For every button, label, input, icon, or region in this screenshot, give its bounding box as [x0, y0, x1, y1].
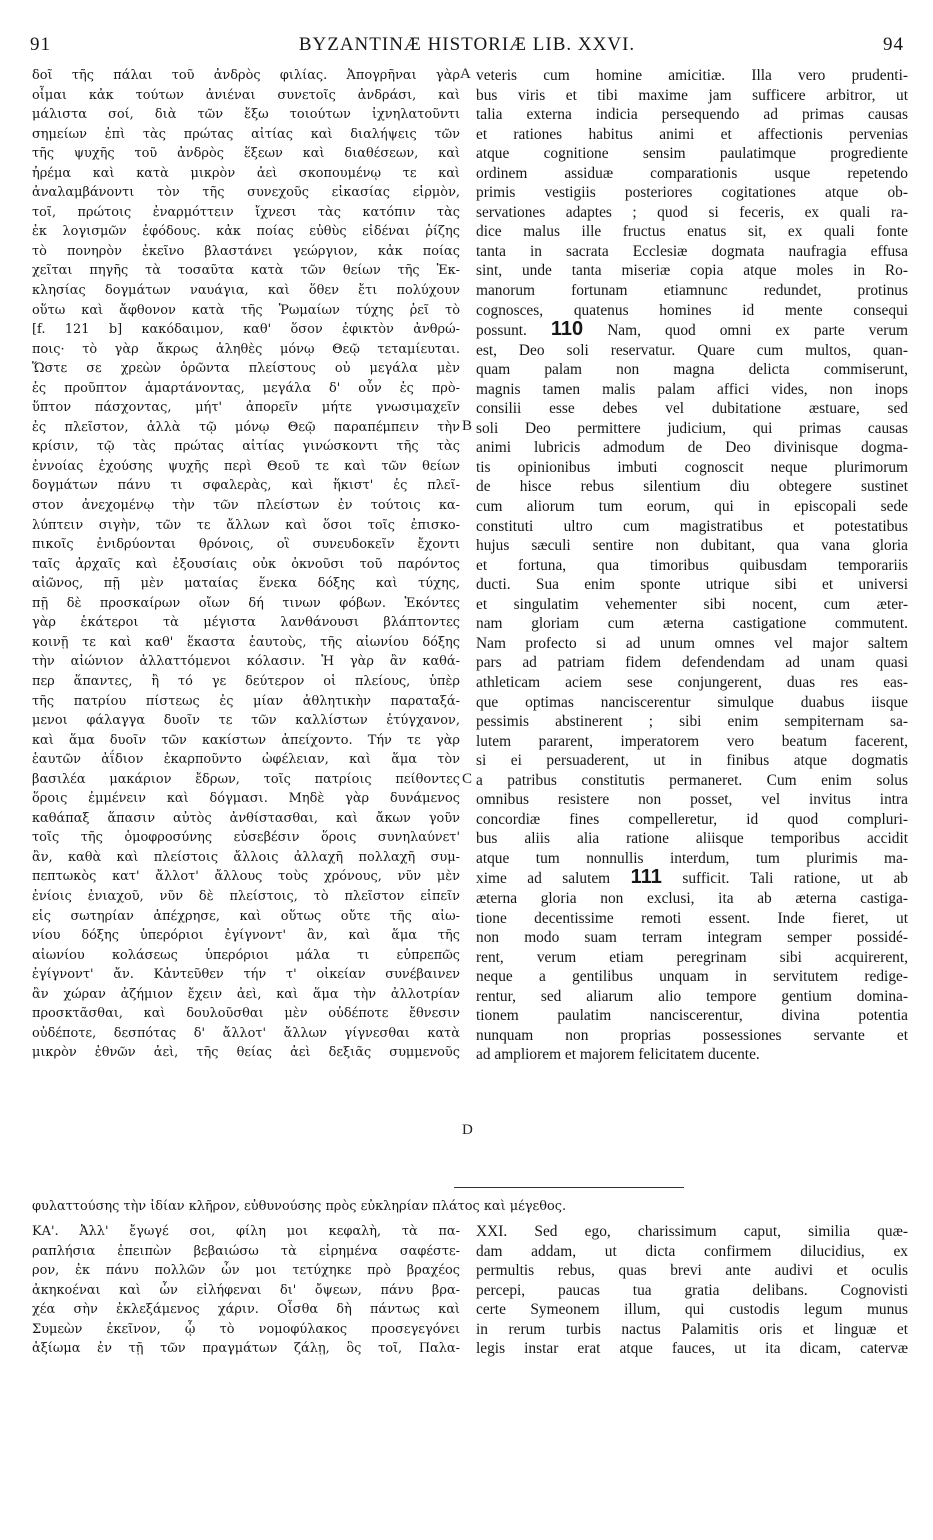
text-line: [476, 909, 908, 929]
text-line: [476, 125, 908, 145]
text-line: ἠρέμα καὶ κατὰ μικρὸν ἀεὶ σκοπουμένῳ τε καὶ: [32, 165, 460, 181]
text-line: γὰρ ἑκάτεροι τὰ μέγιστα λανθάνουσι βλάπτοντες: [32, 615, 460, 631]
edition-page-number: 111: [630, 866, 662, 889]
line-text: primis vestigiis posteriores cogitationes atque ob-: [476, 184, 908, 202]
text-line: [476, 771, 908, 791]
text-line: ρον, ἐκ πάνυ πολλῶν ὧν μοι τετύχηκε πρὸ βραχέος: [32, 1263, 460, 1279]
text-line: [476, 575, 908, 595]
text-line: οἶμαι κἀκ τούτων ἀνιέναι συνετοῖς ἀνδράσι, καὶ: [32, 87, 460, 103]
text-line: [476, 790, 908, 810]
text-line: οὕτω καὶ ἄφθονον κατὰ τῆς Ῥωμαίων τύχης ῥεῖ τὸ: [32, 302, 460, 318]
line-text: sint, unde tanta miseriæ copia atque moles in Ro-: [476, 262, 908, 280]
line-text: concordiæ fines compelleretur, id quod compluri-: [476, 810, 908, 828]
text-line: κλησίας δογμάτων ναυάγια, καὶ ὅθεν ἔτι πολύχουν: [32, 283, 460, 299]
line-text: rent, verum etiam peregrinam sibi acquirerent,: [476, 948, 908, 966]
text-line: ἐνίοις ἐνιαχοῦ, νῦν δὲ πλείστοις, τὸ πλεῖστον εἰπεῖν: [32, 888, 460, 904]
text-line: ἑαυτῶν ἀΐδιον ἐκαρποῦντο ὠφέλειαν, καὶ ἅμα τὸν: [32, 752, 460, 768]
margin-marker-a: A: [460, 66, 471, 82]
line-text: cognosces, quatenus homines id mente consequi: [476, 301, 908, 319]
line-text: veteris cum homine amicitiæ. Illa vero prudenti-: [476, 67, 908, 84]
text-line: Συμεὼν ἐκεῖνον, ᾧ τὸ νομοφύλακος προσεγεγόνει: [32, 1321, 460, 1337]
text-line: [476, 693, 908, 713]
text-line: [476, 928, 908, 948]
text-line: μάλιστα σοί, διὰ τῶν ἔξω τοιούτων ἰχνηλατοῦντι: [32, 107, 460, 123]
line-text: talia externa indicia persequendo ad primas causas: [476, 106, 908, 124]
line-text: atque cognitione sensim paulatimque progrediente: [476, 145, 908, 163]
text-line: [476, 66, 908, 86]
latin-section-xxi: [476, 1222, 908, 1359]
text-line: βασιλέα μακάριον ἔδρων, τοῖς πατρίοις πείθοντες: [32, 771, 460, 787]
text-line: ἂν χώραν ἀζήμιον ἔχειν ἀεὶ, καὶ ἅμα τὴν ἀλλοτρίαν: [32, 986, 460, 1002]
text-line: [476, 242, 908, 262]
text-line: [476, 419, 908, 439]
text-line: [476, 712, 908, 732]
text-line: ΚΑ'. Ἀλλ' ἔγωγέ σοι, φίλη μοι κεφαλὴ, τὰ πα-: [32, 1224, 460, 1239]
text-line: permultis rebus, quas brevi ante audivi et oculis: [476, 1262, 908, 1280]
text-line: [476, 1045, 908, 1065]
text-line: ὅροις ἐμμένειν καὶ δόγμασι. Μηδὲ γὰρ δυνάμενος: [32, 791, 460, 807]
text-line: χέα σὴν ἐκλεξάμενος χάριν. Οἶσθα δὴ πάντως καὶ: [32, 1302, 460, 1318]
page-number-left: 91: [30, 34, 51, 55]
text-line: [476, 380, 908, 400]
line-text: constituti ultro cum magistratibus et potestatibus: [476, 517, 908, 535]
text-line: [476, 183, 908, 203]
text-line: [476, 1006, 908, 1026]
line-text: nam gloriam cum æterna castigatione commutent.: [476, 615, 908, 633]
text-line: [476, 614, 908, 634]
line-text: servationes adaptes ; quod si feceris, ex quali ra-: [476, 203, 908, 221]
text-line: ἐννοίας ἐχούσης ψυχῆς περὶ Θεοῦ τε καὶ τῶν θείων: [32, 458, 460, 474]
line-text: tanta in sacrata Ecclesiæ dogmata naufragia effusa: [476, 242, 908, 260]
line-text: animi lubricis admodum de Deo divinisque dogma-: [476, 439, 908, 457]
line-text: consilii esse debes vel dubitatione æstuare, sed: [476, 400, 908, 418]
text-line: μικρὸν ἐθνῶν ἀεὶ, τῆς θείας ἀεὶ δεξιᾶς συμμενοῦς: [32, 1045, 460, 1061]
line-text: cum aliorum tum eorum, qui in episcopali sede: [476, 498, 908, 516]
line-text: non modo suam terram integram semper possidé-: [476, 929, 908, 947]
running-title: BYZANTINÆ HISTORIÆ LIB. XXVI.: [298, 34, 636, 55]
line-text: soli Deo permittere judicium, qui primas causas: [476, 419, 908, 437]
text-line: τὴν αἰώνιον ἀλλαττόμενοι κόλασιν. Ἡ γὰρ ἂν καθά-: [32, 654, 460, 670]
text-line: [476, 399, 908, 419]
text-line: στον ἀνεχομένῳ τὴν τῶν πλείστων ἐν τούτοις κα-: [32, 498, 460, 514]
divider-rule: [454, 1187, 684, 1188]
line-text: et rationes habitus animi et affectionis pervenias: [476, 125, 908, 143]
line-text: possunt.: [476, 322, 527, 340]
text-line: τοῖ, πρώτοις ἐναρμόττειν ἴχνεσι τὰς κατόπιν τὰς: [32, 204, 460, 220]
text-line: dam addam, ut dicta confirmem dilucidius, ex: [476, 1242, 908, 1260]
text-line: [476, 341, 908, 361]
edition-page-number: 110: [550, 318, 584, 341]
text-line: legis instar erat atque fauces, ut ita dicam, catervæ: [476, 1340, 908, 1358]
text-line: ἐς πλεῖστον, ἀλλὰ τῷ μόνῳ Θεῷ παραπέμπειν τὴν: [32, 419, 460, 435]
text-line: κρίσιν, τῷ τὰς πρώτας αἰτίας γινώσκοντι τῆς τὰς: [32, 439, 460, 455]
text-line: [476, 517, 908, 537]
text-line: ἂν, καθὰ καὶ πλείστοις ἄλλοις ἀλλαχῆ πολλαχῆ συμ-: [32, 849, 460, 865]
line-text: si ei persuaderent, ut in finibus atque dogmatis: [476, 752, 908, 770]
text-line: ραπλήσια ἐπειπὼν βεβαιώσω τὰ εἰρημένα σαφέστε-: [32, 1243, 460, 1259]
line-text: et fortuna, qua timoribus quibusdam temporariis: [476, 556, 908, 574]
text-line: ταῖς ἀρχαῖς καὶ ἐξουσίαις οὐκ ὀκνοῦσι τοῦ παρόντος: [32, 556, 460, 572]
text-line: [476, 536, 908, 556]
text-line: [476, 868, 908, 889]
text-line: ἐγίγνοντ' ἄν. Κἀντεῦθεν τήν τ' οἰκείαν συνέβαινεν: [32, 967, 460, 983]
text-line: [476, 849, 908, 869]
line-text: quam palam non magna delicta commiserunt,: [476, 361, 908, 379]
text-line: [f. 121 b] κακόδαιμον, καθ' ὅσον ἐφικτὸν ἀνθρώ-: [32, 322, 460, 338]
text-line: [476, 1026, 908, 1046]
line-text: tione decentissime remoti essent. Inde fieret, ut: [476, 909, 908, 927]
text-line: Ὥστε σε χρεὼν ὁρῶντα πλείστους οὐ μεγάλα μὲν: [32, 361, 460, 377]
text-line: [476, 281, 908, 301]
line-text: manorum fortunam etiamnunc redundet, protinus: [476, 282, 908, 300]
text-line: [476, 261, 908, 281]
line-text: que optimas nanciscerentur simulque duabus iisque: [476, 693, 908, 711]
text-line: in rerum turbis nactus Palamitis oris et linguæ et: [476, 1320, 908, 1338]
text-line: [476, 301, 908, 321]
text-line: [476, 751, 908, 771]
line-text: æterna gloria non exclusi, ita ab æterna castiga-: [476, 889, 908, 907]
text-line: τῆς πατρίου πίστεως ἐς μίαν ἀθλητικὴν παραταξά-: [32, 693, 460, 709]
margin-marker-c: C: [462, 771, 473, 787]
margin-marker-b: B: [462, 418, 473, 434]
text-line: [476, 86, 908, 106]
text-line: αἰωνίου κολάσεως ὑπερόριοι μάλα τι εὐπρεπῶς: [32, 947, 460, 963]
text-line: [476, 477, 908, 497]
greek-section-xxi: [32, 1222, 460, 1359]
text-line: προσκτᾶσθαι, καὶ δουλοῦσθαι μὲν οὐδέποτε ἔθνεσιν: [32, 1006, 460, 1022]
text-line: λύπτειν σιγὴν, τῶν τε ἄλλων καὶ ὅσοι τοῖς ἐπισκο-: [32, 517, 460, 533]
line-text: dice malus ille fructus enatus sit, ex quali fonte: [476, 223, 908, 241]
line-text: omnibus resistere non posset, vel invitus intra: [476, 791, 908, 809]
line-text: ad ampliorem et majorem felicitatem ducente.: [476, 1046, 760, 1064]
line-text: bus viris et tibi maxime jam sufficere arbitror, ut: [476, 86, 908, 104]
line-text: sufficit. Tali ratione, ut ab: [682, 870, 908, 888]
text-line: οὐδέποτε, δεσπότας δ' ἄλλοτ' ἄλλων γίγνεσθαι κατὰ: [32, 1025, 460, 1041]
text-line: ἐς προῦπτον ἁμαρτάνοντας, μεγάλα δ' οὖν ἐς πρὸ-: [32, 380, 460, 396]
text-line: [476, 556, 908, 576]
text-line: ἀναλαμβάνοντι τὸν τῆς συνεχοῦς εἰκασίας εἱρμὸν,: [32, 185, 460, 201]
text-line: [476, 438, 908, 458]
page-number-right: 94: [883, 34, 904, 55]
text-line: [476, 987, 908, 1007]
text-line: μενοι φάλαγγα δυοῖν τε τῶν καλλίστων ἐτύγχανον,: [32, 713, 460, 729]
line-text: atque tum nonnullis interdum, tum plurimis ma-: [476, 849, 908, 867]
line-text: est, Deo soli reservatur. Quare cum multos, quan-: [476, 341, 908, 359]
text-line: εἰς σωτηρίαν ἀπέχρησε, καὶ οὕτως οὔτε τῆς αἰω-: [32, 908, 460, 924]
text-line: [476, 458, 908, 478]
text-line: certe Symeonem illum, qui custodis legum munus: [476, 1301, 908, 1319]
line-text: bus aliis alia ratione aliisque temporibus accidit: [476, 830, 908, 848]
text-line: αἰῶνος, πῇ μὲν ματαίας ἕνεκα δόξης καὶ τύχης,: [32, 576, 460, 592]
text-line: τὸ πονηρὸν ἐκεῖνο βλαστάνει γεώργιον, κἀκ ποίας: [32, 243, 460, 259]
text-line: [476, 497, 908, 517]
text-line: ἐκ λογισμῶν ἐφόδους. κἀκ ποίας εὐθὺς εἰδέναι ῥίζης: [32, 224, 460, 240]
text-line: [476, 595, 908, 615]
greek-text-column: [32, 66, 460, 1063]
text-line: περ ἅπαντες, ἢ τό γε δεύτερον οἱ πλείους, ὑπὲρ: [32, 673, 460, 689]
line-text: neque a gentilibus unquam in servitutem redige-: [476, 968, 908, 986]
line-text: pessimis abstinerent ; sibi enim sempiternam sa-: [476, 713, 908, 731]
text-line: ποις· τὸ γὰρ ἄκρως ἀληθὲς μόνῳ Θεῷ τεταμίευται.: [32, 341, 460, 357]
text-line: [476, 829, 908, 849]
text-line: percepi, paucas tua gratia delibans. Cognovisti: [476, 1281, 908, 1299]
text-line: [476, 360, 908, 380]
text-line: κοινῇ τε καὶ καθ' ἕκαστα ἑαυτοὺς, τῆς αἰωνίου δόξης: [32, 634, 460, 650]
text-line: XXI. Sed ego, charissimum caput, similia quæ-: [476, 1223, 908, 1240]
text-line: σημείων ἐπὶ τὰς πρώτας αἰτίας καὶ διαλήψεις τῶν: [32, 126, 460, 142]
greek-full-width-line: φυλαττούσης τὴν ἰδίαν κλῆρον, εὐθυνούσης πρὸς εὐκληρίαν πλάτος καὶ μέγεθος.: [32, 1199, 567, 1214]
text-line: τοῖς τῆς ὁμοφροσύνης εὐσεβέσιν ὅροις συνηλαύνετ': [32, 830, 460, 846]
text-line: νίου δόξης ὑπερόριοι ἐγίγνοντ' ἂν, καὶ ἅμα τῆς: [32, 928, 460, 944]
line-text: Nam profecto si ad unum omnes vel major saltem: [476, 634, 908, 652]
text-line: [476, 673, 908, 693]
text-line: ἀκηκοέναι καὶ ὧν εἰλήφεναι δι' ὄψεων, πάνυ βρα-: [32, 1282, 460, 1298]
text-line: [476, 164, 908, 184]
text-line: [476, 653, 908, 673]
text-line: πεπτωκὸς κατ' ἄλλοτ' ἄλλους τοὺς χρόνους, νῦν μὲν: [32, 869, 460, 885]
line-text: tionem paulatim nanciscerentur, divina potentia: [476, 1007, 908, 1025]
text-line: [476, 320, 908, 341]
line-text: hujus sæculi sentire non dubitant, qua vana gloria: [476, 537, 908, 555]
text-line: πῇ δὲ προσκαίρων οἴων δή τινων φόβων. Ἑκόντες: [32, 595, 460, 611]
line-text: nunquam non proprias possessiones servante et: [476, 1026, 908, 1044]
line-text: magnis tamen malis palam affici vides, non inops: [476, 380, 908, 398]
line-text: de hisce rebus silentium diu obtegere sustinet: [476, 478, 908, 496]
text-line: χεῖται πηγῆς τὰ τοσαῦτα κατὰ τῶν θείων τῆς Ἐκ-: [32, 263, 460, 279]
text-line: καὶ ἅμα δυοῖν τῶν κακίστων ἀπείχοντο. Τήν τε γὰρ: [32, 732, 460, 748]
line-text: ordinem assiduæ comparationis usque repetendo: [476, 164, 908, 182]
page-header: [30, 34, 904, 56]
text-line: [476, 222, 908, 242]
text-line: δογμάτων πάνυ τι σφαλερὰς, καὶ ἥκιστ' ἐς πλεῖ-: [32, 478, 460, 494]
text-line: πικοῖς ἐνιδρύονται θρόνοις, οἳ συνευδοκεῖν ἔχοντι: [32, 537, 460, 553]
text-line: [476, 203, 908, 223]
text-line: [476, 732, 908, 752]
text-line: [476, 948, 908, 968]
text-line: ὕπτον πάσχοντας, μήτ' ἀπορεῖν μήτε γνωσιμαχεῖν: [32, 400, 460, 416]
text-line: [476, 889, 908, 909]
line-text: xime ad salutem: [476, 870, 611, 888]
text-line: δοῖ τῆς πάλαι τοῦ ἀνδρὸς φιλίας. Ἀπογρῆναι γὰρ: [32, 68, 460, 83]
line-text: athleticam aciem sese conjungerent, duas res eas-: [476, 673, 908, 691]
line-text: lutem pararent, imperatorem vero beatum facerent,: [476, 732, 908, 750]
line-text: ducti. Sua enim sponte utrique sibi et universi: [476, 576, 908, 594]
text-line: τῆς ψυχῆς τοῦ ἀνδρὸς ἕξεων καὶ διαθέσεων, καὶ: [32, 146, 460, 162]
line-text: tis opinionibus imbuti cognoscit neque plurimorum: [476, 458, 908, 476]
line-text: Nam, quod omni ex parte verum: [607, 322, 908, 340]
line-text: et singulatim vehementer sibi nocent, cum æter-: [476, 595, 908, 613]
margin-marker-d: D: [462, 1122, 473, 1138]
line-text: rentur, sed aliarum alio tempore gentium domina-: [476, 987, 908, 1005]
text-line: [476, 105, 908, 125]
text-line: καθάπαξ ἅπασιν αὐτὸς ἀνθίστασθαι, καὶ ἄκων γοῦν: [32, 810, 460, 826]
text-line: [476, 967, 908, 987]
line-text: pars ad patriam fidem defendendam ad unam quasi: [476, 654, 908, 672]
text-line: ἀξίωμα ἐν τῇ τῶν πραγμάτων ζάλῃ, ὃς τοῖ, Παλα-: [32, 1341, 460, 1357]
text-line: [476, 144, 908, 164]
text-line: [476, 634, 908, 654]
latin-text-column: [476, 66, 908, 1065]
text-line: [476, 810, 908, 830]
line-text: a patribus constitutis permaneret. Cum enim solus: [476, 771, 908, 789]
